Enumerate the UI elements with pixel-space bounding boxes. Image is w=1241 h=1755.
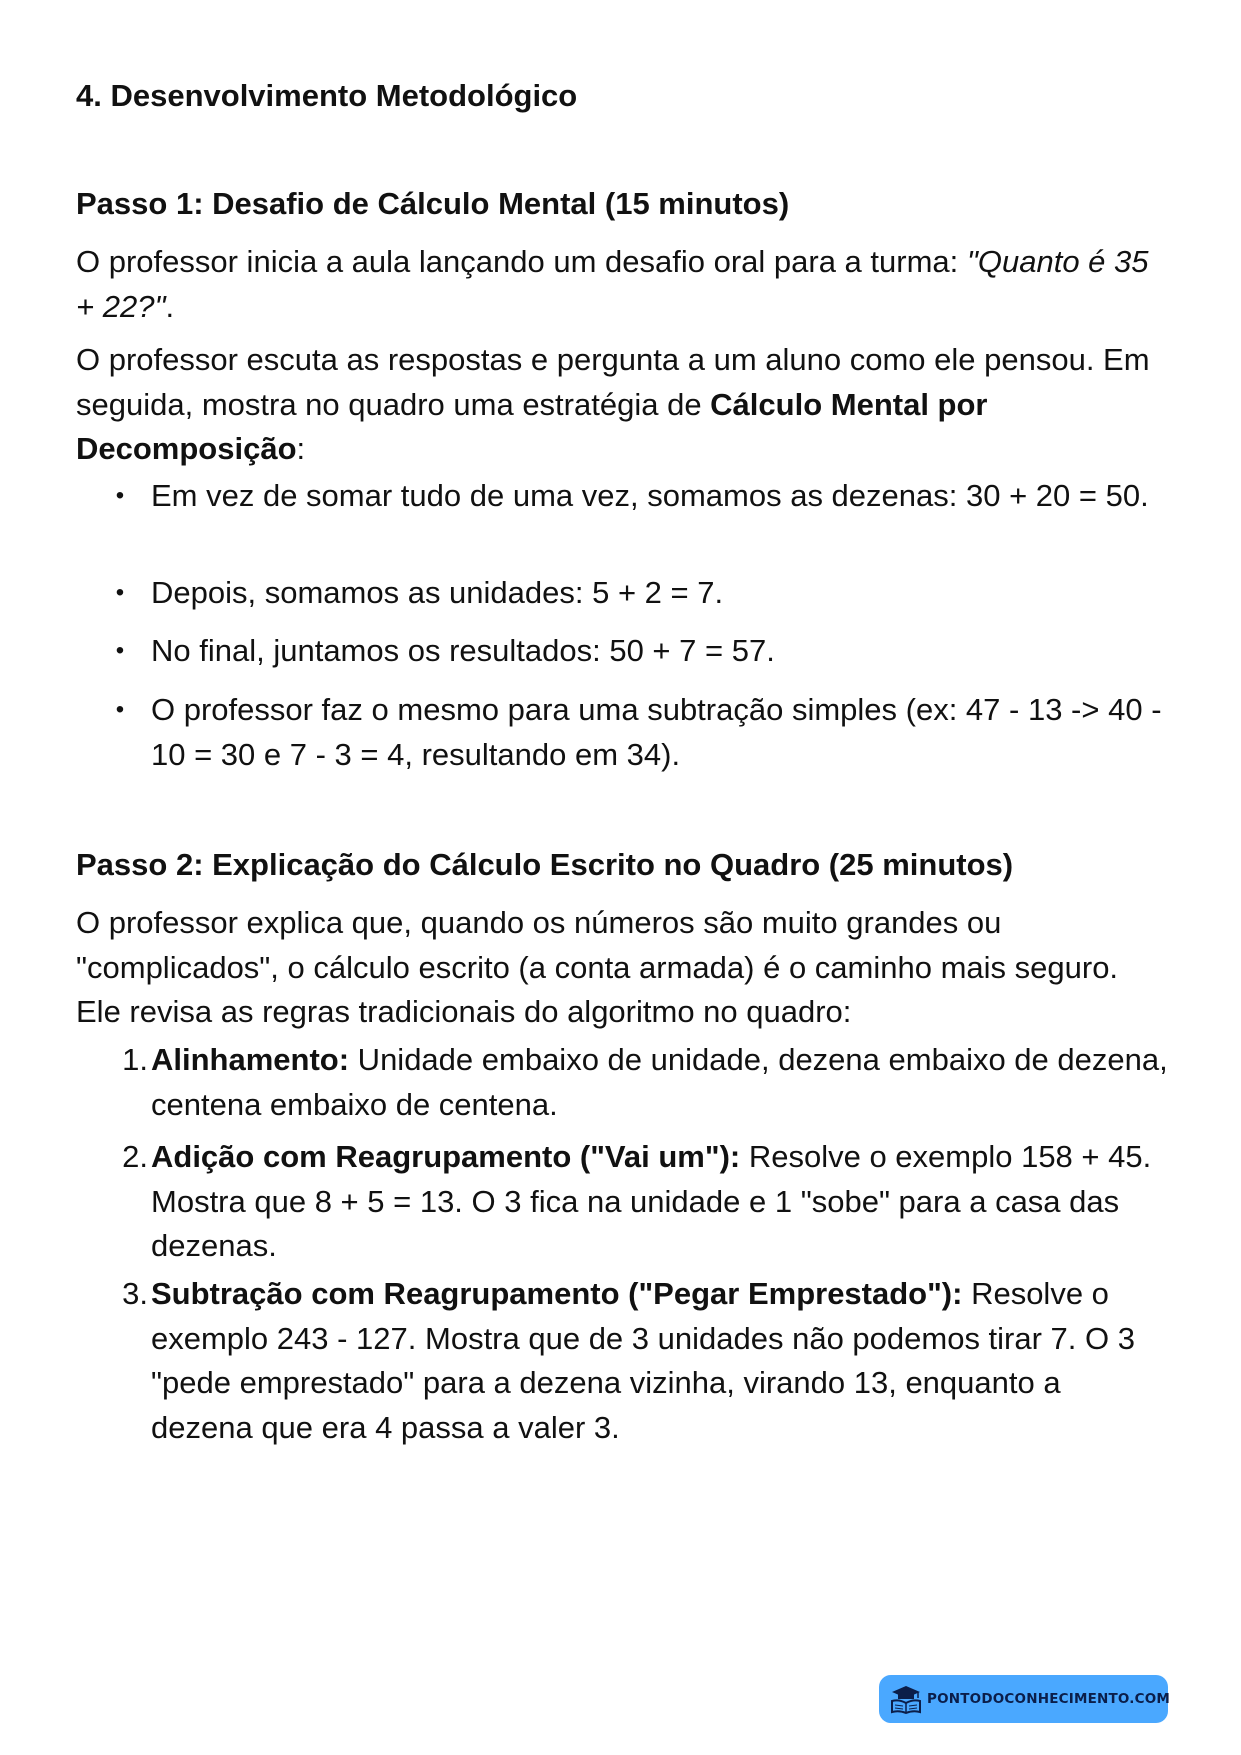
bullet-text: No final, juntamos os resultados: 50 + 7 = 57. <box>151 633 775 668</box>
step2-paragraph-1: O professor explica que, quando os números são muito grandes ou "complicados", o cálculo escrito (a conta armada) é o caminho mais seguro. Ele revisa as regras tradicionais do algoritmo no quadro: <box>76 905 1119 1029</box>
list-item-body: Unidade embaixo de unidade, dezena embaixo de dezena, centena embaixo de centena. <box>151 1042 1168 1122</box>
bullet-marker: • <box>115 696 125 723</box>
list-number: 3. <box>122 1276 148 1311</box>
brand-text: PONTODOCONHECIMENTO.COM <box>927 1691 1171 1707</box>
list-number: 2. <box>122 1139 148 1174</box>
step2-title: Passo 2: Explicação do Cálculo Escrito no Quadro (25 minutos) <box>76 847 1014 882</box>
step1-p2-end: : <box>296 431 306 466</box>
bullet-text: Em vez de somar tudo de uma vez, somamos as dezenas: 30 + 20 = 50. <box>151 478 1149 513</box>
bullet-text: O professor faz o mesmo para uma subtração simples (ex: 47 - 13 -> 40 - 10 = 30 e 7 - 3 = 4, resultando em 34). <box>151 692 1162 772</box>
bullet-marker: • <box>115 579 125 606</box>
list-item-label: Adição com Reagrupamento ("Vai um"): <box>151 1139 741 1174</box>
list-item-body: Resolve o exemplo 243 - 127. Mostra que de 3 unidades não podemos tirar 7. O 3 "pede emprestado" para a dezena vizinha, virando 13, enquanto a dezena que era 4 passa a valer 3. <box>151 1276 1135 1445</box>
step1-paragraph-2 <box>76 338 1168 472</box>
bullet-marker: • <box>115 637 125 664</box>
step1-p2-text: O professor escuta as respostas e pergunta a um aluno como ele pensou. Em seguida, mostra no quadro uma estratégia de <box>76 342 1150 422</box>
brand-link[interactable] <box>879 1675 1171 1723</box>
list-item-body: Resolve o exemplo 158 + 45. Mostra que 8 + 5 = 13. O 3 fica na unidade e 1 "sobe" para a casa das dezenas. <box>151 1139 1152 1263</box>
list-number: 1. <box>122 1042 148 1077</box>
step1-paragraph-1 <box>76 240 1168 329</box>
step1-p1-quote: "Quanto é 35 + 22?" <box>76 244 1149 324</box>
bullet-text: Depois, somamos as unidades: 5 + 2 = 7. <box>151 575 724 610</box>
step1-p1-text: O professor inicia a aula lançando um desafio oral para a turma: <box>76 244 967 279</box>
list-item-text <box>151 1038 1168 1127</box>
step1-p1-end: . <box>165 288 175 324</box>
bullet-marker: • <box>115 482 125 509</box>
step1-title: Passo 1: Desafio de Cálculo Mental (15 minutos) <box>76 186 790 221</box>
section-title: 4. Desenvolvimento Metodológico <box>76 78 578 113</box>
list-item-label: Alinhamento: <box>151 1042 350 1077</box>
step1-p2-bold: Cálculo Mental por Decomposição <box>76 386 988 466</box>
list-item-text <box>151 1272 1168 1450</box>
list-item-text <box>151 1135 1168 1269</box>
graduation-book-icon <box>889 1684 923 1714</box>
list-item-label: Subtração com Reagrupamento ("Pegar Emprestado"): <box>151 1276 963 1311</box>
